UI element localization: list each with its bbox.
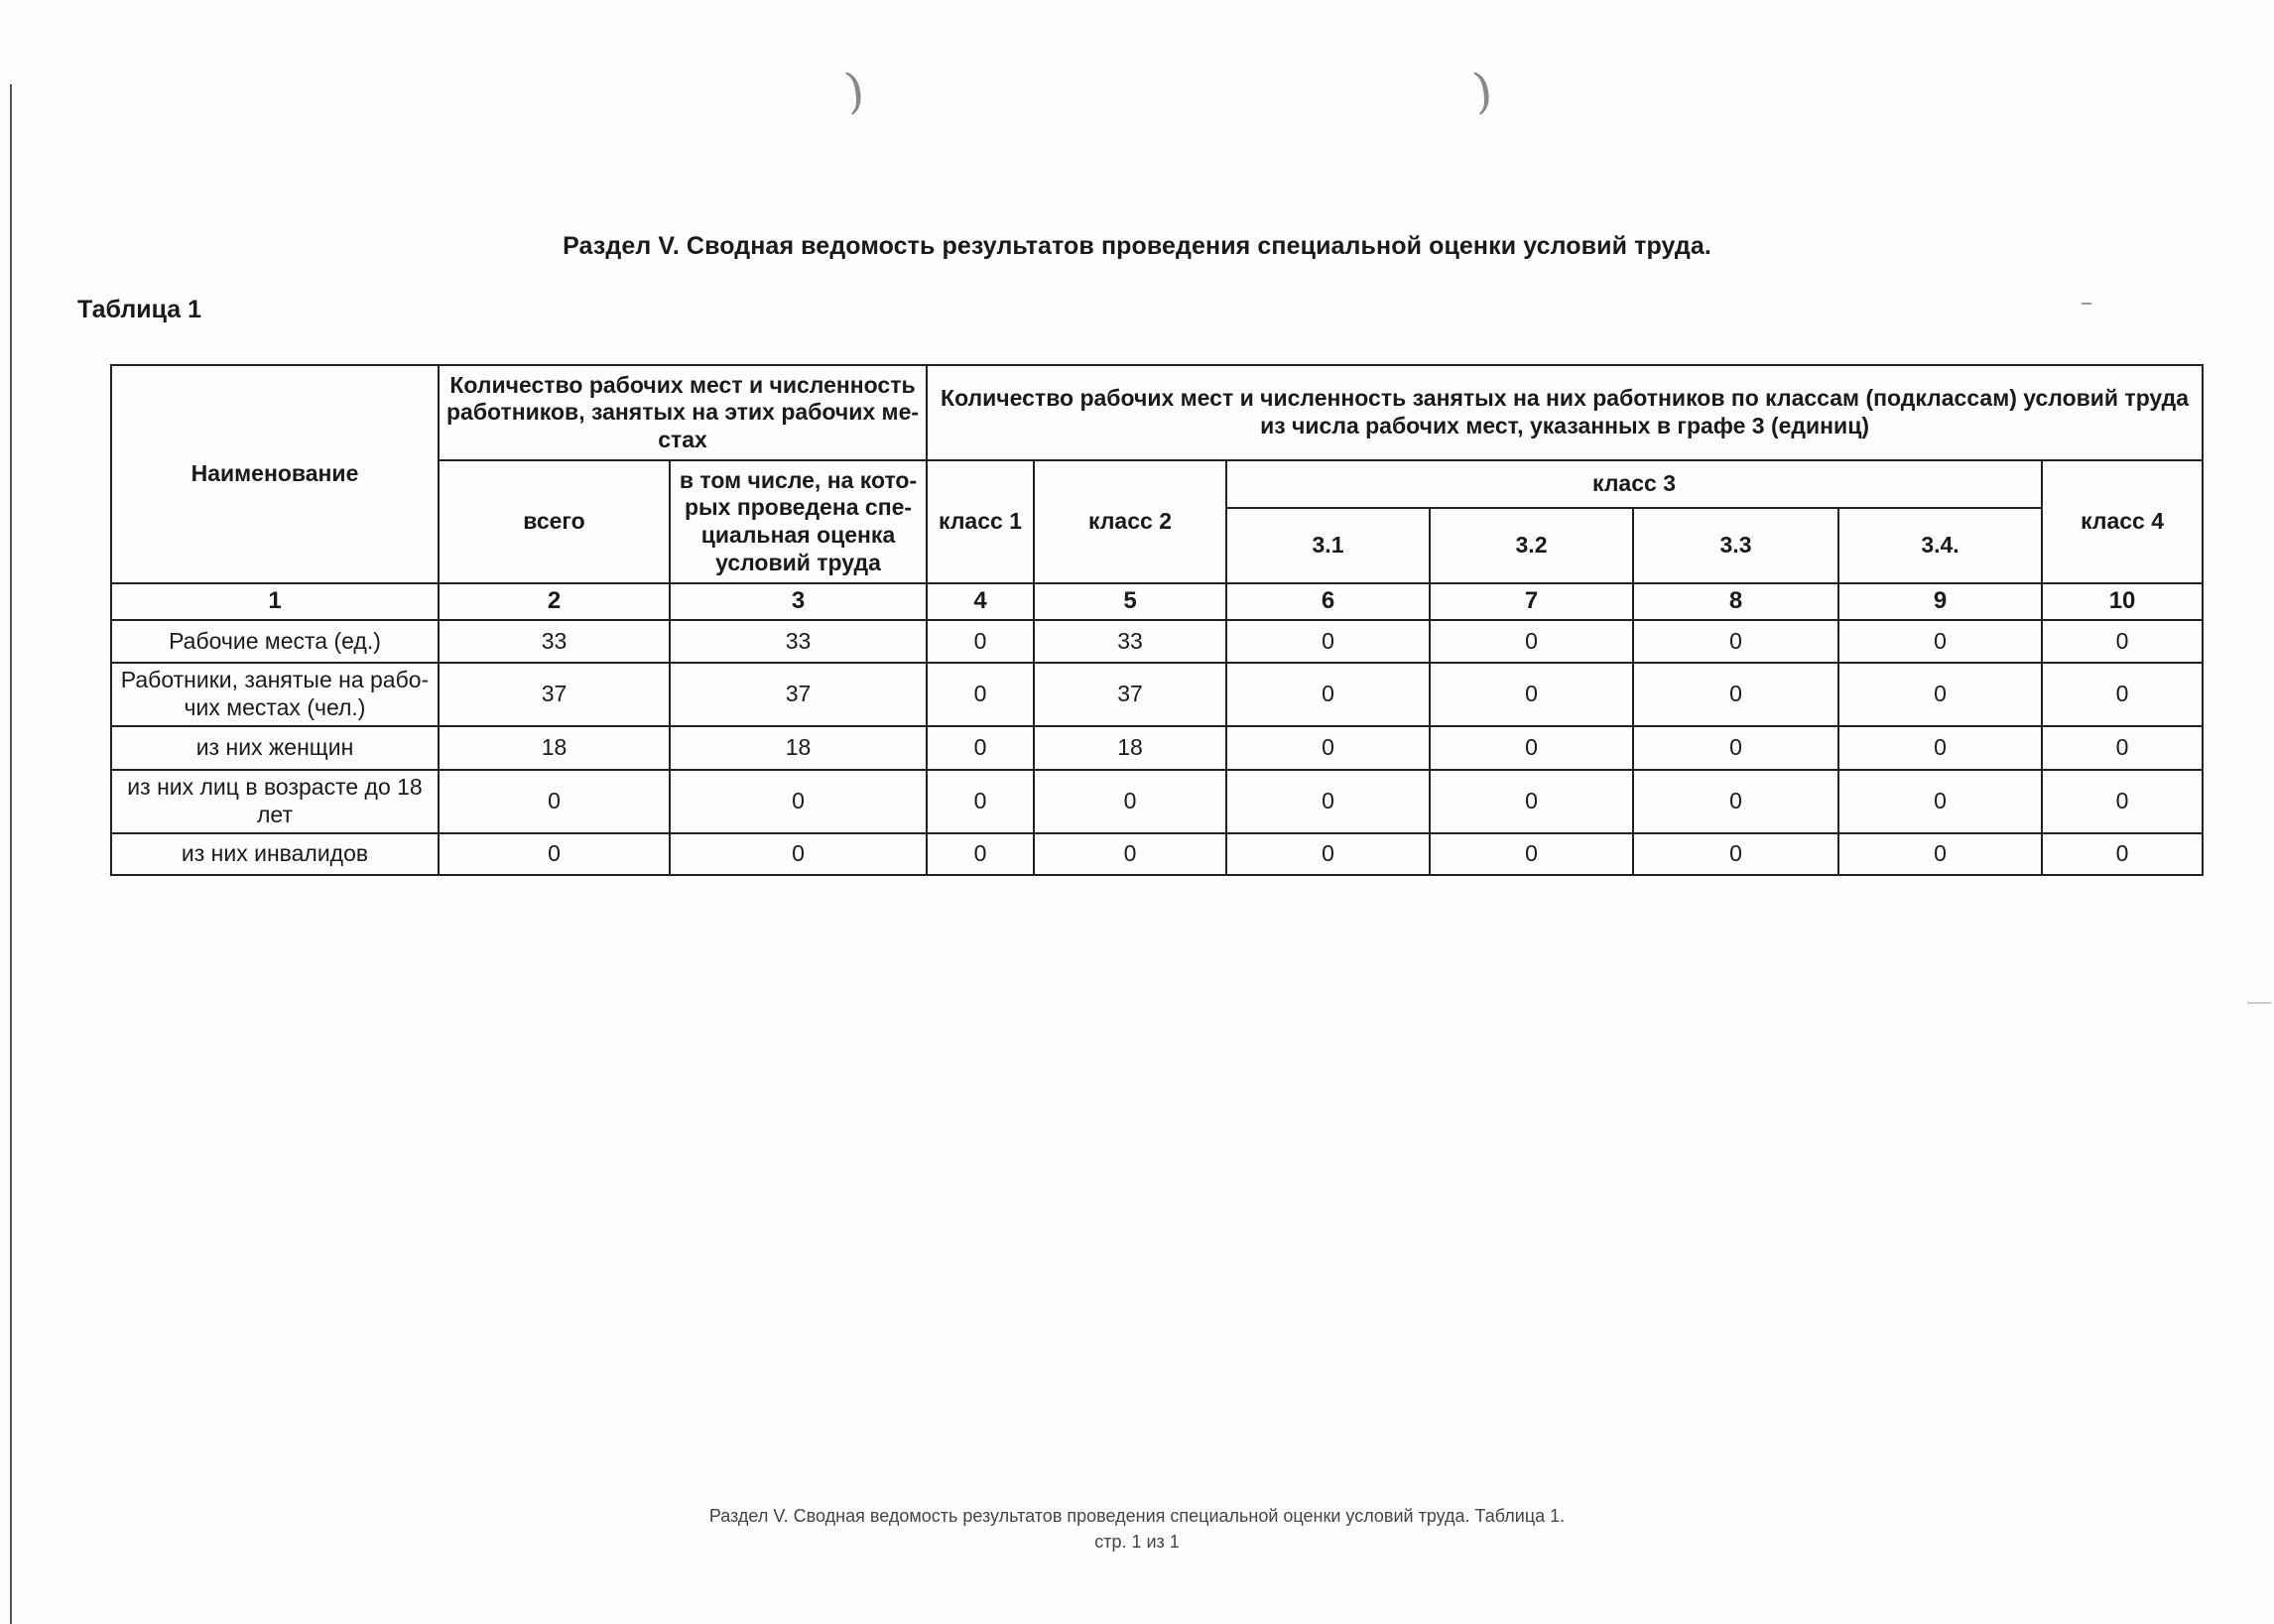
header-name: Наименование <box>111 365 439 583</box>
table-row <box>111 663 2203 726</box>
table-cell: 0 <box>2042 663 2203 726</box>
column-number: 4 <box>927 583 1034 620</box>
scan-speck <box>2247 1002 2271 1004</box>
column-number: 8 <box>1633 583 1838 620</box>
row-label: из них инвалидов <box>111 833 439 875</box>
table-cell: 0 <box>1226 770 1430 833</box>
table-cell: 0 <box>1430 833 1633 875</box>
table-row <box>111 726 2203 770</box>
table-cell: 33 <box>439 620 670 663</box>
table-cell: 0 <box>927 663 1034 726</box>
table-cell: 0 <box>1226 663 1430 726</box>
table-cell: 0 <box>1838 833 2042 875</box>
footer-caption: Раздел V. Сводная ведомость результатов проведения специальной оценки условий труда. Таблица 1. <box>708 1506 1566 1526</box>
row-label: из них женщин <box>111 726 439 770</box>
table-cell: 0 <box>1430 620 1633 663</box>
table-cell: 33 <box>1034 620 1226 663</box>
header-total: всего <box>439 460 670 583</box>
table-cell: 0 <box>1838 770 2042 833</box>
table-cell: 0 <box>927 620 1034 663</box>
table-cell: 37 <box>439 663 670 726</box>
column-number: 1 <box>111 583 439 620</box>
table-cell: 18 <box>670 726 927 770</box>
table-cell: 0 <box>439 833 670 875</box>
header-class4: класс 4 <box>2042 460 2203 583</box>
header-sub-3-4: 3.4. <box>1838 508 2042 583</box>
scan-margin-line <box>10 84 12 1624</box>
table-cell: 0 <box>439 770 670 833</box>
column-number: 5 <box>1034 583 1226 620</box>
column-number: 7 <box>1430 583 1633 620</box>
table-cell: 0 <box>1633 726 1838 770</box>
table-row <box>111 770 2203 833</box>
table-cell: 0 <box>2042 726 2203 770</box>
header-sub-3-1: 3.1 <box>1226 508 1430 583</box>
table-cell: 0 <box>1430 770 1633 833</box>
column-number: 3 <box>670 583 927 620</box>
table-cell: 0 <box>927 833 1034 875</box>
table-cell: 0 <box>1838 726 2042 770</box>
table-cell: 37 <box>1034 663 1226 726</box>
summary-table <box>110 364 2204 876</box>
table-cell: 0 <box>1226 620 1430 663</box>
table-cell: 0 <box>1226 726 1430 770</box>
table-cell: 0 <box>1430 663 1633 726</box>
header-assessed: в том числе, на кото-рых проведена спе-циальная оценка условий труда <box>670 460 927 583</box>
column-number: 9 <box>1838 583 2042 620</box>
punch-hole-mark: ) <box>1469 62 1496 121</box>
row-label: из них лиц в возрасте до 18 лет <box>111 770 439 833</box>
header-class1: класс 1 <box>927 460 1034 583</box>
table-cell: 0 <box>1838 620 2042 663</box>
table-cell: 0 <box>1034 833 1226 875</box>
column-number: 2 <box>439 583 670 620</box>
header-workplaces-group: Количество рабочих мест и численность работников, занятых на этих рабочих ме-стах <box>439 365 927 460</box>
table-cell: 0 <box>1633 833 1838 875</box>
table-cell: 0 <box>1633 620 1838 663</box>
table-cell: 0 <box>2042 770 2203 833</box>
header-sub-3-2: 3.2 <box>1430 508 1633 583</box>
table-cell: 0 <box>1430 726 1633 770</box>
punch-hole-mark: ) <box>841 62 868 121</box>
table-cell: 0 <box>927 726 1034 770</box>
header-sub-3-3: 3.3 <box>1633 508 1838 583</box>
header-class2: класс 2 <box>1034 460 1226 583</box>
table-label: Таблица 1 <box>77 296 202 323</box>
table-row <box>111 833 2203 875</box>
header-class3: класс 3 <box>1226 460 2042 508</box>
table-cell: 18 <box>439 726 670 770</box>
table-cell: 0 <box>2042 833 2203 875</box>
table-cell: 33 <box>670 620 927 663</box>
table-cell: 37 <box>670 663 927 726</box>
row-label: Работники, занятые на рабо-чих местах (чел.) <box>111 663 439 726</box>
page-footer <box>0 1503 2274 1555</box>
table-cell: 0 <box>670 770 927 833</box>
table-cell: 0 <box>1633 663 1838 726</box>
table-cell: 0 <box>1633 770 1838 833</box>
table-cell: 0 <box>1034 770 1226 833</box>
column-number: 6 <box>1226 583 1430 620</box>
header-classes-group: Количество рабочих мест и численность занятых на них работников по классам (подклассам) условий труда из числа рабочих мест, указанных в графе 3 (единиц) <box>927 365 2203 460</box>
table-cell: 0 <box>1838 663 2042 726</box>
table-row <box>111 620 2203 663</box>
table-cell: 0 <box>1226 833 1430 875</box>
section-title: Раздел V. Сводная ведомость результатов проведения специальной оценки условий труда. <box>563 232 1711 260</box>
table-cell: 0 <box>2042 620 2203 663</box>
page-number: стр. 1 из 1 <box>1094 1532 1180 1553</box>
table-cell: 0 <box>670 833 927 875</box>
scan-speck <box>2082 303 2091 305</box>
row-label: Рабочие места (ед.) <box>111 620 439 663</box>
table-cell: 18 <box>1034 726 1226 770</box>
column-number: 10 <box>2042 583 2203 620</box>
table-cell: 0 <box>927 770 1034 833</box>
